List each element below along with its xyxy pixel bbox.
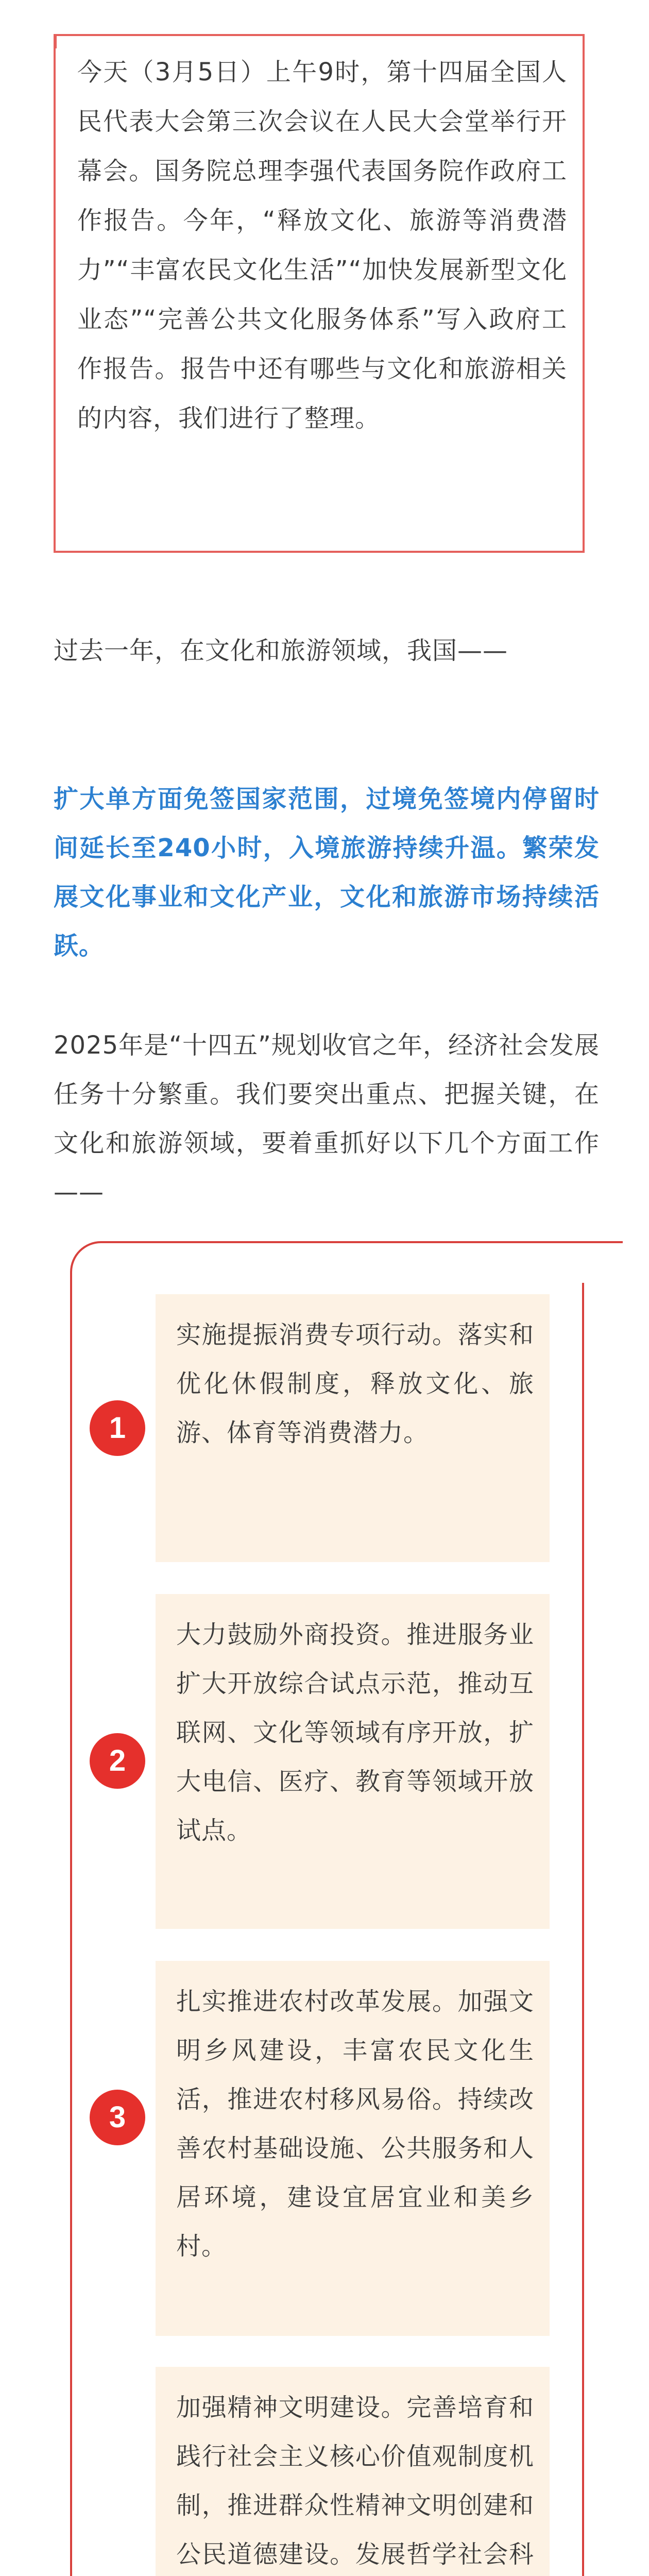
list-item-card: [156, 1594, 550, 1929]
item-number-badge: 2: [90, 1733, 145, 1789]
item-number-badge: 3: [90, 2090, 145, 2145]
list-item-card: [156, 1961, 550, 2336]
list-item-text: 加强精神文明建设。完善培育和践行社会主义核心价值观制度机制，推进群众性精神文明创建和公民道德建设。发展哲学社会科: [176, 2393, 534, 2569]
highlight-paragraph: 扩大单方面免签国家范围，过境免签境内停留时间延长至240小时，入境旅游持续升温。繁荣发展文化事业和文化产业，文化和旅游市场持续活跃。: [54, 785, 600, 960]
list-item-text: 实施提振消费专项行动。落实和优化休假制度，释放文化、旅游、体育等消费潜力。: [176, 1320, 534, 1447]
list-item-card: [156, 2367, 550, 2576]
list-item-text: 大力鼓励外商投资。推进服务业扩大开放综合试点示范，推动互联网、文化等领域有序开放，扩大电信、医疗、教育等领域开放试点。: [176, 1620, 534, 1845]
this-year-paragraph: 2025年是“十四五”规划收官之年，经济社会发展任务十分繁重。我们要突出重点、把握关键，在文化和旅游领域，要着重抓好以下几个方面工作——: [54, 1031, 600, 1207]
list-item-text: 扎实推进农村改革发展。加强文明乡风建设，丰富农民文化生活，推进农村移风易俗。持续改善农村基础设施、公共服务和人居环境，建设宜居宜业和美乡村。: [176, 1987, 534, 2261]
item-number-badge: 1: [90, 1400, 145, 1456]
list-item-card: [156, 1294, 550, 1562]
intro-box-accent: [54, 34, 57, 48]
past-year-paragraph: 过去一年，在文化和旅游领域，我国——: [54, 636, 508, 665]
list-vertical-rule: [582, 1283, 584, 2576]
intro-text: 今天（3月5日）上午9时，第十四届全国人民代表大会第三次会议在人民大会堂举行开幕会。国务院总理李强代表国务院作政府工作报告。今年，“释放文化、旅游等消费潜力”“丰富农民文化生活”“加快发展新型文化业态”“完善公共文化服务体系”写入政府工作报告。报告中还有哪些与文化和旅游相关的内容，我们进行了整理。: [77, 58, 567, 433]
intro-box: [54, 34, 585, 553]
